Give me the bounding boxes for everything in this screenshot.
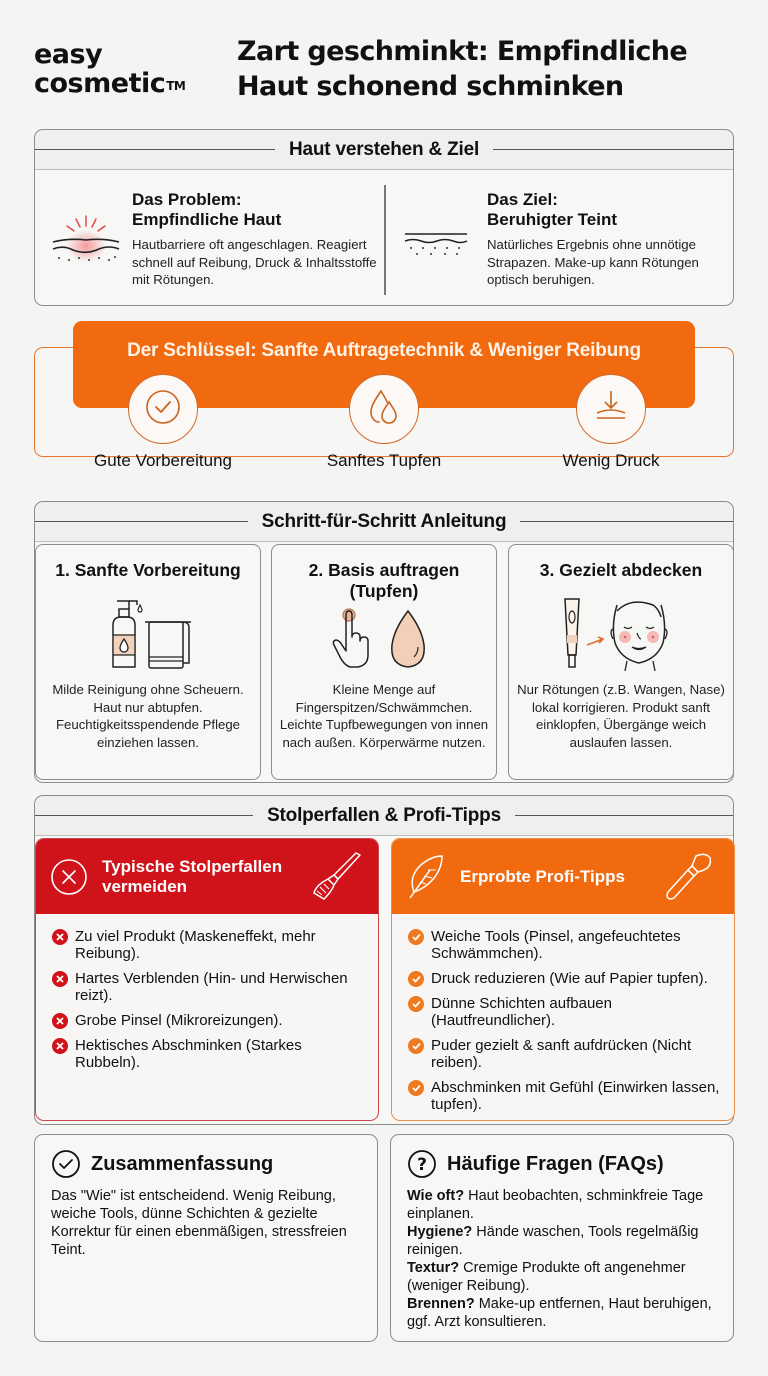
pillar-label: Gute Vorbereitung — [94, 451, 232, 470]
check-circle-icon — [144, 388, 182, 431]
x-bullet-icon — [52, 1013, 68, 1029]
x-bullet-icon — [52, 1038, 68, 1054]
check-bullet-icon — [408, 971, 424, 987]
title-line-1: Zart geschminkt: Empfindliche — [237, 36, 688, 67]
drops-icon — [365, 386, 403, 433]
vertical-divider — [384, 185, 386, 295]
cleanser-towel-icon — [36, 595, 260, 671]
list-item: Hektisches Abschminken (Starkes Rubbeln). — [52, 1037, 364, 1071]
x-bullet-icon — [52, 971, 68, 987]
divider — [35, 521, 248, 522]
step-text: Kleine Menge auf Fingerspitzen/Schwämmchen. Leichte Tupfbewegungen von innen nach außen. Körperwärme nutzen. — [279, 682, 489, 750]
finger-sponge-icon — [272, 607, 496, 669]
faq-item: Brennen? Make-up entfernen, Haut beruhigen, ggf. Arzt konsultieren. — [407, 1296, 712, 1330]
list-item: Weiche Tools (Pinsel, angefeuchtetes Schwämmchen). — [408, 928, 720, 962]
tips-header — [392, 839, 734, 914]
list-item: Hartes Verblenden (Hin- und Herwischen reizt). — [52, 970, 364, 1004]
brush-icon — [312, 851, 364, 903]
step-text: Nur Rötungen (z.B. Wangen, Nase) lokal korrigieren. Produkt sanft einklopfen, Übergänge weich auslaufen lassen. — [517, 682, 725, 750]
tips-title: Erprobte Profi-Tipps — [460, 866, 625, 886]
irritated-skin-icon — [49, 212, 123, 277]
faq-card — [390, 1134, 734, 1342]
divider — [520, 521, 733, 522]
check-bullet-icon — [408, 1038, 424, 1054]
pitfalls-list — [36, 914, 378, 1071]
faq-item: Wie oft? Haut beobachten, schminkfreie Tage einplanen. — [407, 1188, 704, 1222]
pillar-dabbing — [349, 374, 419, 444]
calm-skin-icon — [401, 228, 471, 265]
trademark: TM — [166, 79, 186, 93]
key-banner-text: Der Schlüssel: Sanfte Auftragetechnik & Weniger Reibung — [127, 340, 641, 361]
step-title: 1. Sanfte Vorbereitung — [55, 560, 241, 580]
check-bullet-icon — [408, 1080, 424, 1096]
problem-block — [49, 170, 379, 305]
list-item: Druck reduzieren (Wie auf Papier tupfen). — [408, 970, 720, 987]
problem-title: Das Problem: Empfindliche Haut — [132, 190, 282, 229]
svg-text:?: ? — [417, 1155, 427, 1175]
summary-card — [34, 1134, 378, 1342]
tips-panel — [391, 838, 735, 1121]
summary-text: Das "Wie" ist entscheidend. Wenig Reibung, weiche Tools, dünne Schichten & gezielte Korrektur für einen ebenmäßigen, stressfreien Teint. — [51, 1188, 347, 1258]
question-circle-icon — [407, 1149, 437, 1179]
faq-title: Häufige Fragen (FAQs) — [447, 1152, 664, 1175]
goal-title: Das Ziel: Beruhigter Teint — [487, 190, 618, 229]
x-circle-icon — [50, 858, 88, 896]
step-title: 2. Basis auftragen (Tupfen) — [308, 560, 460, 601]
pillar-low-pressure — [576, 374, 646, 444]
step-text: Milde Reinigung ohne Scheuern. Haut nur abtupfen. Feuchtigkeitsspendende Pflege einziehen lassen. — [52, 682, 244, 750]
problem-text: Hautbarriere oft angeschlagen. Reagiert schnell auf Reibung, Druck & Inhaltsstoffe mit Rötungen. — [132, 237, 377, 287]
logo-line-1: easy — [34, 39, 103, 70]
makeup-brush-icon — [666, 852, 712, 902]
feather-icon — [406, 854, 446, 900]
check-circle-icon — [51, 1149, 81, 1179]
pitfalls-panel — [35, 838, 379, 1121]
concealer-face-icon — [509, 595, 733, 673]
pillar-preparation — [128, 374, 198, 444]
logo-line-2: cosmetic — [34, 68, 166, 99]
pitfalls-header — [36, 839, 378, 914]
steps-section — [34, 501, 734, 783]
divider — [493, 149, 733, 150]
list-item: Puder gezielt & sanft aufdrücken (Nicht reiben). — [408, 1037, 720, 1071]
list-item: Dünne Schichten aufbauen (Hautfreundlicher). — [408, 995, 720, 1029]
divider — [35, 815, 253, 816]
understand-skin-section — [34, 129, 734, 306]
pillar-label: Sanftes Tupfen — [326, 451, 442, 470]
pitfalls-tips-section — [34, 795, 734, 1125]
list-item: Zu viel Produkt (Maskeneffekt, mehr Reibung). — [52, 928, 364, 962]
goal-block — [401, 170, 731, 305]
title-line-2: Haut schonend schminken — [237, 71, 624, 102]
page-title — [237, 34, 687, 104]
divider — [515, 815, 733, 816]
low-pressure-icon — [591, 387, 631, 432]
section-title: Schritt-für-Schritt Anleitung — [261, 510, 507, 532]
list-item: Abschminken mit Gefühl (Einwirken lassen, tupfen). — [408, 1079, 720, 1113]
pillar-label: Wenig Druck — [562, 451, 660, 470]
step-title: 3. Gezielt abdecken — [539, 560, 703, 580]
section-heading — [35, 130, 733, 170]
check-bullet-icon — [408, 929, 424, 945]
goal-text: Natürliches Ergebnis ohne unnötige Strapazen. Make-up kann Rötungen optisch beruhigen. — [487, 237, 699, 287]
x-bullet-icon — [52, 929, 68, 945]
faq-list — [391, 1179, 733, 1331]
summary-title: Zusammenfassung — [91, 1152, 274, 1175]
list-item: Grobe Pinsel (Mikroreizungen). — [52, 1012, 364, 1029]
pitfalls-title: Typische Stolperfallen vermeiden — [102, 856, 283, 896]
step-card-3 — [508, 544, 734, 780]
step-card-2 — [271, 544, 497, 780]
check-bullet-icon — [408, 996, 424, 1012]
brand-logo — [34, 40, 185, 98]
faq-item: Textur? Cremige Produkte oft angenehmer (weniger Reibung). — [407, 1260, 686, 1294]
summary-heading — [35, 1135, 377, 1179]
divider — [35, 149, 275, 150]
section-title: Stolperfallen & Profi-Tipps — [267, 804, 501, 826]
section-title: Haut verstehen & Ziel — [288, 138, 480, 160]
step-card-1 — [35, 544, 261, 780]
section-heading — [35, 502, 733, 542]
faq-heading — [391, 1135, 733, 1179]
tips-list — [392, 914, 734, 1113]
section-heading — [35, 796, 733, 836]
faq-item: Hygiene? Hände waschen, Tools regelmäßig reinigen. — [407, 1224, 699, 1258]
